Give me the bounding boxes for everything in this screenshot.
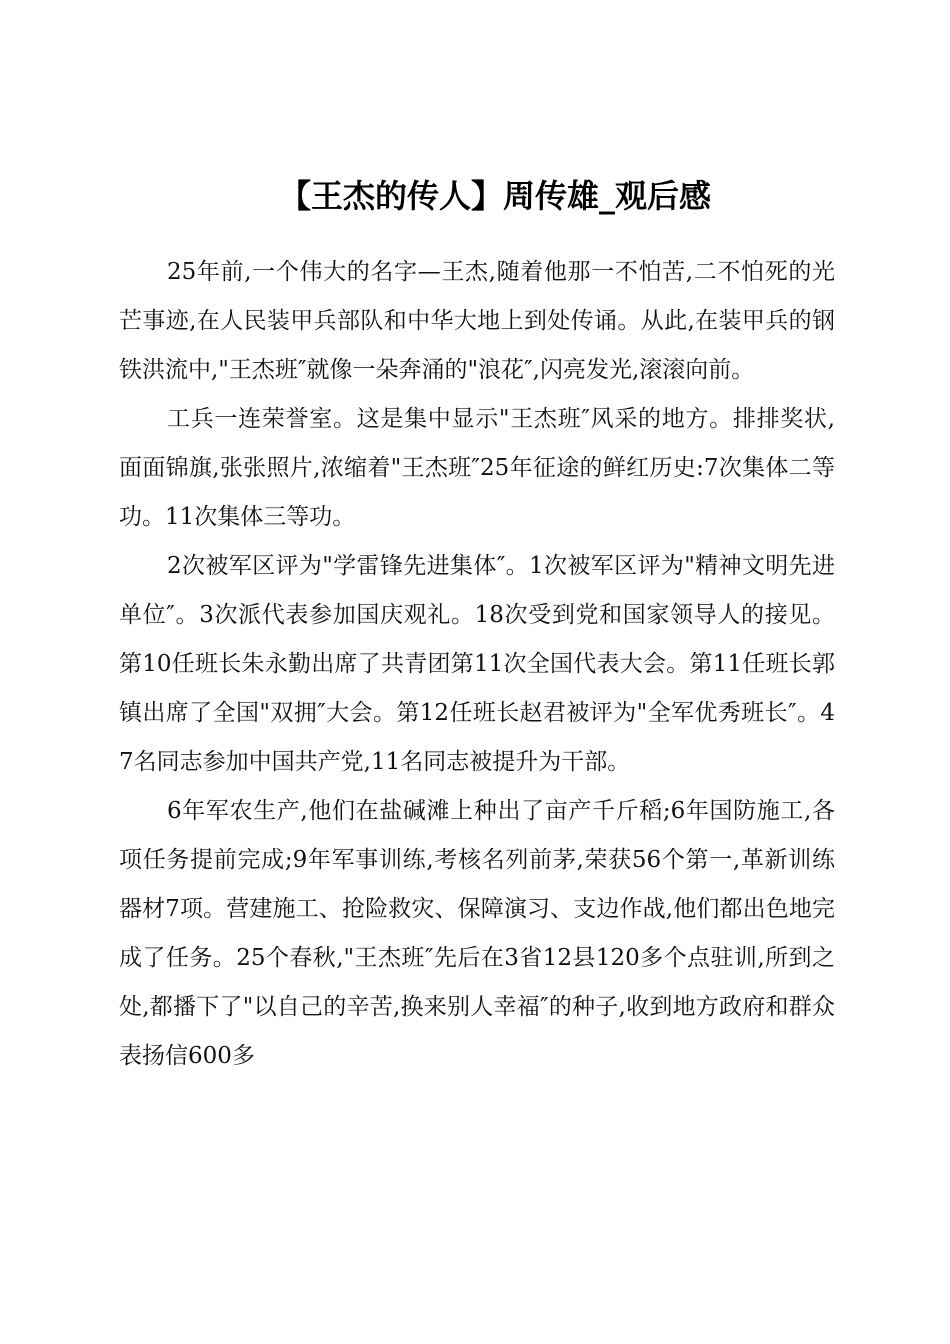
paragraph-1: 25年前,一个伟大的名字—王杰,随着他那一不怕苦,二不怕死的光芒事迹,在人民装甲兵部队和中华大地上到处传诵。从此,在装甲兵的钢铁洪流中,"王杰班″就像一朵奔涌的"浪花″,闪亮发光,滚滚向前。 bbox=[119, 259, 835, 383]
paragraph-3: 2次被军区评为"学雷锋先进集体″。1次被军区评为"精神文明先进单位″。3次派代表参加国庆观礼。18次受到党和国家领导人的接见。第10任班长朱永勤出席了共青团第11次全国代表大会。第11任班长郭镇出席了全国"双拥″大会。第12任班长赵君被评为"全军优秀班长″。47名同志参加中国共产党,11名同志被提升为干部。 bbox=[119, 553, 835, 775]
document-body bbox=[119, 248, 835, 1081]
paragraph-2: 工兵一连荣誉室。这是集中显示"王杰班″风采的地方。排排奖状,面面锦旗,张张照片,浓缩着"王杰班″25年征途的鲜红历史:7次集体二等功。11次集体三等功。 bbox=[119, 406, 835, 530]
paragraph-4: 6年军农生产,他们在盐碱滩上种出了亩产千斤稻;6年国防施工,各项任务提前完成;9年军事训练,考核名列前茅,荣获56个第一,革新训练器材7项。营建施工、抢险救灾、保障演习、支边作战,他们都出色地完成了任务。25个春秋,"王杰班″先后在3省12县120多个点驻训,所到之处,都播下了"以自己的辛苦,换来别人幸福″的种子,收到地方政府和群众表扬信600多 bbox=[119, 798, 835, 1069]
document-title: 【王杰的传人】周传雄_观后感 bbox=[278, 177, 711, 215]
